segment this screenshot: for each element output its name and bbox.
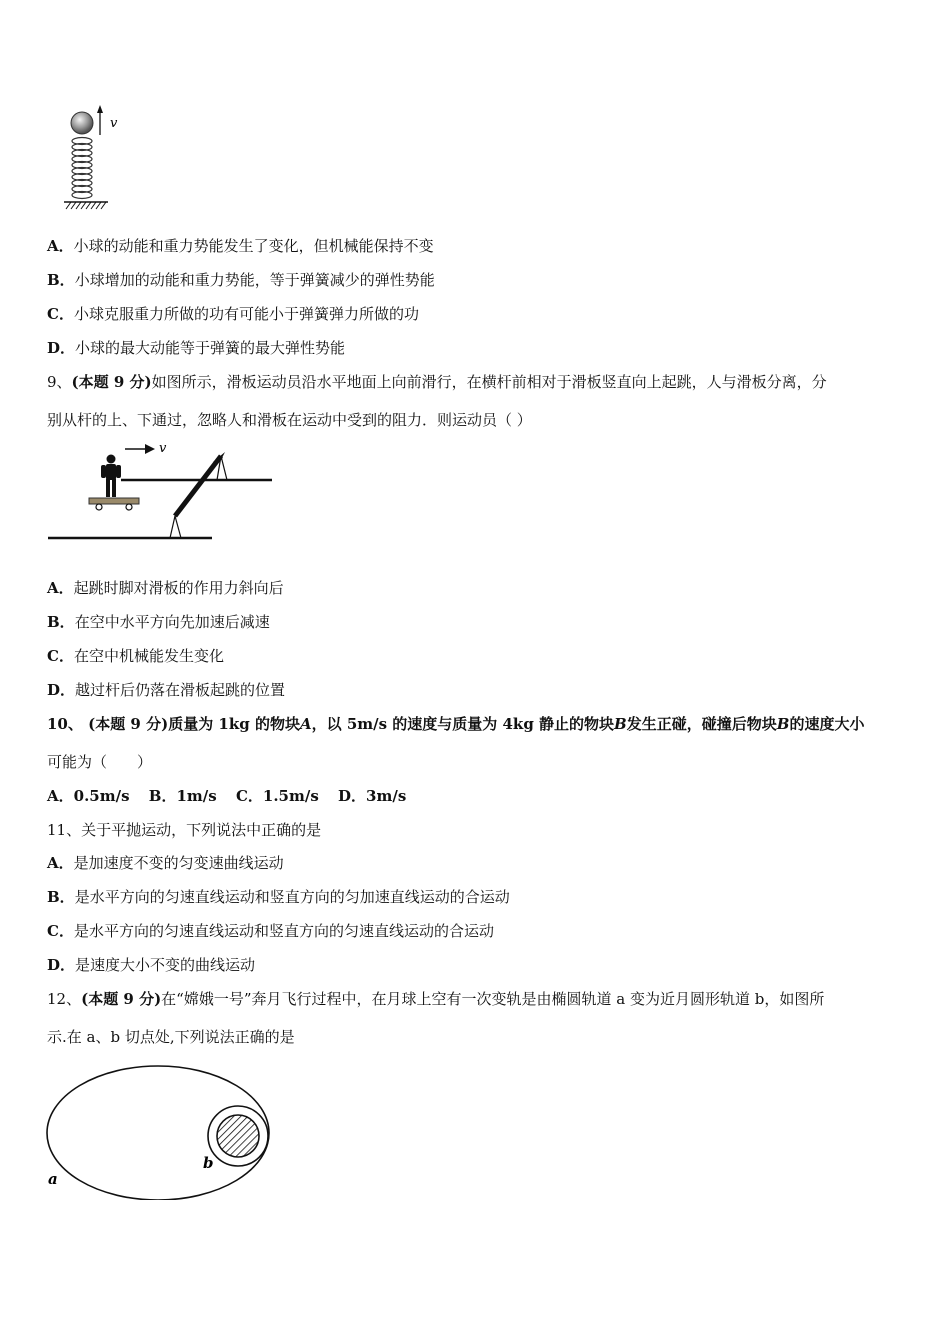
- q8-option-b: B．小球增加的动能和重力势能，等于弹簧减少的弹性势能: [47, 271, 435, 289]
- velocity-label: v: [110, 116, 118, 131]
- crossbar: [175, 456, 221, 516]
- q11-option-a: A．是加速度不变的匀变速曲线运动: [47, 854, 284, 872]
- q11-option-d: D．是速度大小不变的曲线运动: [47, 956, 256, 974]
- orbit-figure: [42, 1060, 277, 1200]
- ball: [71, 112, 93, 134]
- q10-options: A．0.5m/s B．1m/s C．1.5m/s D．3m/s: [47, 787, 407, 805]
- label-b: b: [203, 1154, 214, 1172]
- q11-option-b: B．是水平方向的匀速直线运动和竖直方向的匀加速直线运动的合运动: [47, 888, 510, 906]
- q10-stem-line2: 可能为（ ）: [47, 753, 153, 771]
- q8-option-a: A．小球的动能和重力势能发生了变化，但机械能保持不变: [47, 237, 434, 255]
- spring-ball-figure: [60, 105, 140, 215]
- q8-option-d: D．小球的最大动能等于弹簧的最大弹性势能: [47, 339, 346, 357]
- q11-option-c: C．是水平方向的匀速直线运动和竖直方向的匀速直线运动的合运动: [47, 922, 494, 940]
- q12-stem-line2: 示.在 a、b 切点处,下列说法正确的是: [47, 1028, 295, 1046]
- q9-option-a: A．起跳时脚对滑板的作用力斜向后: [47, 579, 284, 597]
- q10-stem-line1: 10、 (本题 9 分)质量为 1kg 的物块A，以 5m/s 的速度与质量为 4kg 静止的物块B发生正碰，碰撞后物块B的速度大小: [47, 715, 865, 733]
- spring: [72, 138, 92, 199]
- skateboard-figure: [45, 438, 280, 548]
- skateboard: [89, 498, 139, 504]
- q12-stem-line1: 12、(本题 9 分)在“嫦娥一号”奔月飞行过程中，在月球上空有一次变轨是由椭圆轨道 a 变为近月圆形轨道 b，如图所: [47, 990, 825, 1008]
- q9-option-c: C．在空中机械能发生变化: [47, 647, 224, 665]
- q9-option-b: B．在空中水平方向先加速后减速: [47, 613, 270, 631]
- q9-stem-line2: 别从杆的上、下通过，忽略人和滑板在运动中受到的阻力．则运动员（ ）: [47, 411, 532, 429]
- skater: [101, 455, 121, 498]
- q9-stem-line1: 9、(本题 9 分)如图所示，滑板运动员沿水平地面上向前滑行，在横杆前相对于滑板竖直向上起跳，人与滑板分离，分: [47, 373, 827, 391]
- q9-option-d: D．越过杆后仍落在滑板起跳的位置: [47, 681, 286, 699]
- moon: [217, 1115, 259, 1157]
- q8-option-c: C．小球克服重力所做的功有可能小于弹簧弹力所做的功: [47, 305, 419, 323]
- velocity-label: v: [159, 441, 167, 456]
- q11-stem: 11、关于平抛运动，下列说法中正确的是: [47, 821, 322, 839]
- label-a: a: [48, 1170, 58, 1188]
